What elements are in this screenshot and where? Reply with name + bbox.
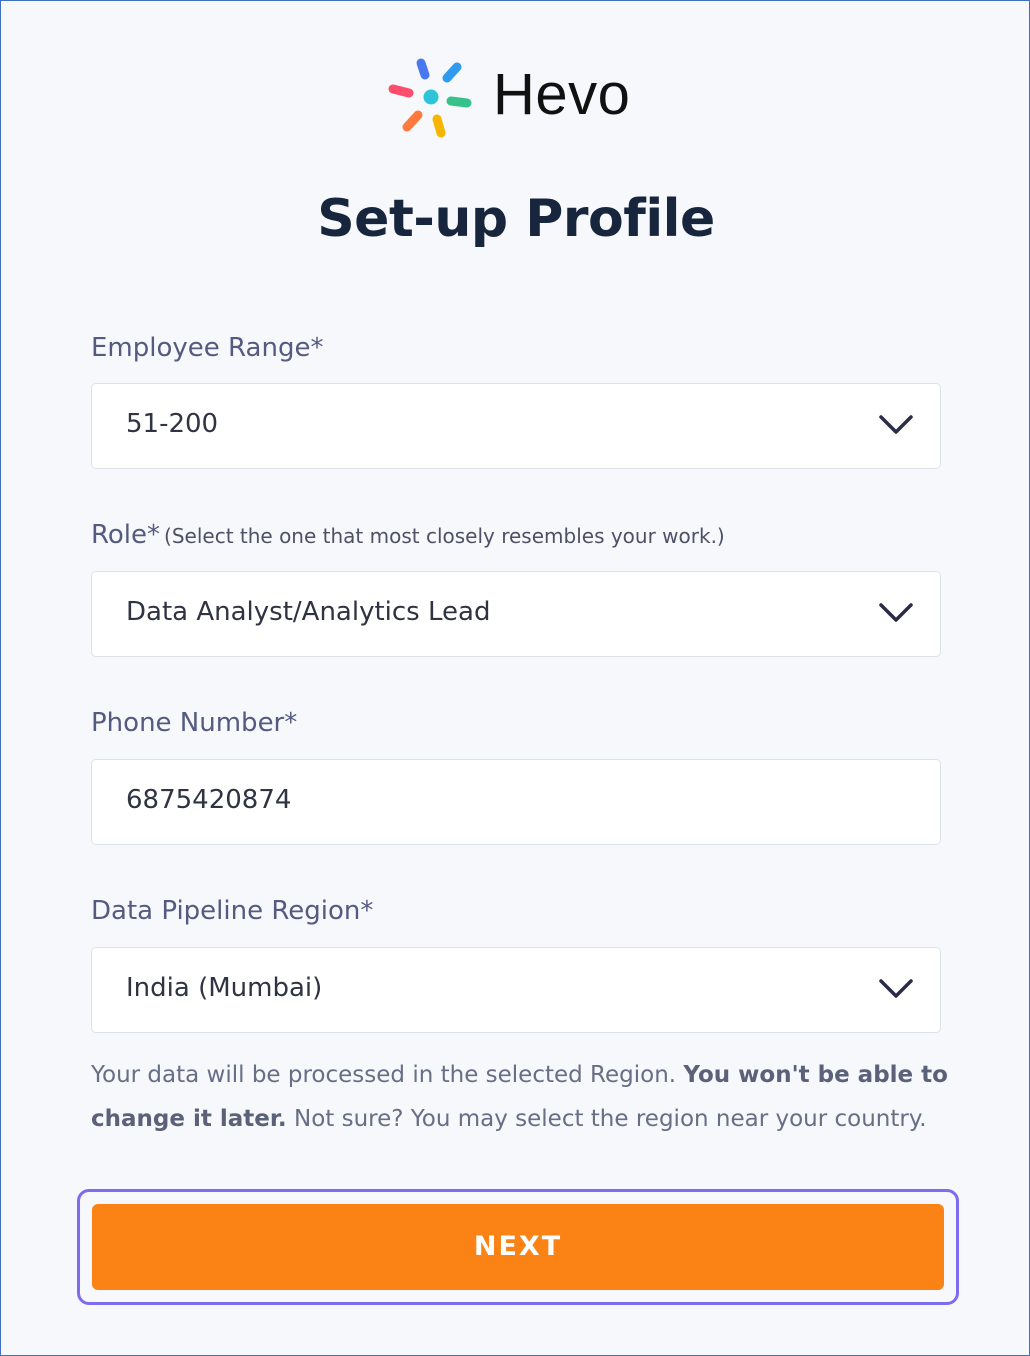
employee-range-label (91, 333, 323, 363)
chevron-down-icon (878, 413, 914, 437)
region-label-text: Data Pipeline Region* (91, 896, 374, 926)
next-button-focus-ring (77, 1189, 959, 1305)
employee-range-label-text: Employee Range* (91, 333, 324, 363)
hevo-burst-icon (385, 53, 475, 143)
phone-input[interactable] (91, 759, 941, 845)
region-label (91, 896, 373, 926)
chevron-down-icon (878, 977, 914, 1001)
brand-name: Hevo (493, 62, 631, 127)
region-note-suggestion: Not sure? You may select the region near your country. (286, 1106, 927, 1132)
region-note (91, 1053, 951, 1141)
region-select[interactable] (91, 947, 941, 1033)
phone-label (91, 708, 297, 738)
employee-range-value: 51-200 (126, 409, 219, 439)
region-value: India (Mumbai) (126, 973, 323, 1003)
phone-label-text: Phone Number* (91, 708, 298, 738)
next-button[interactable]: NEXT (92, 1204, 944, 1290)
chevron-down-icon (878, 601, 914, 625)
brand-logo (385, 53, 655, 143)
role-label-text: Role* (91, 520, 161, 550)
page-title: Set-up Profile (317, 189, 715, 249)
employee-range-select[interactable] (91, 383, 941, 469)
role-select[interactable] (91, 571, 941, 657)
region-note-warning: You won't be able to change it later. (91, 1062, 948, 1132)
role-hint: (Select the one that most closely resembles your work.) (164, 524, 725, 548)
region-note-text: Your data will be processed in the selected Region. (91, 1062, 684, 1088)
role-value: Data Analyst/Analytics Lead (126, 597, 491, 627)
role-label (91, 520, 725, 550)
phone-value: 6875420874 (126, 785, 292, 815)
